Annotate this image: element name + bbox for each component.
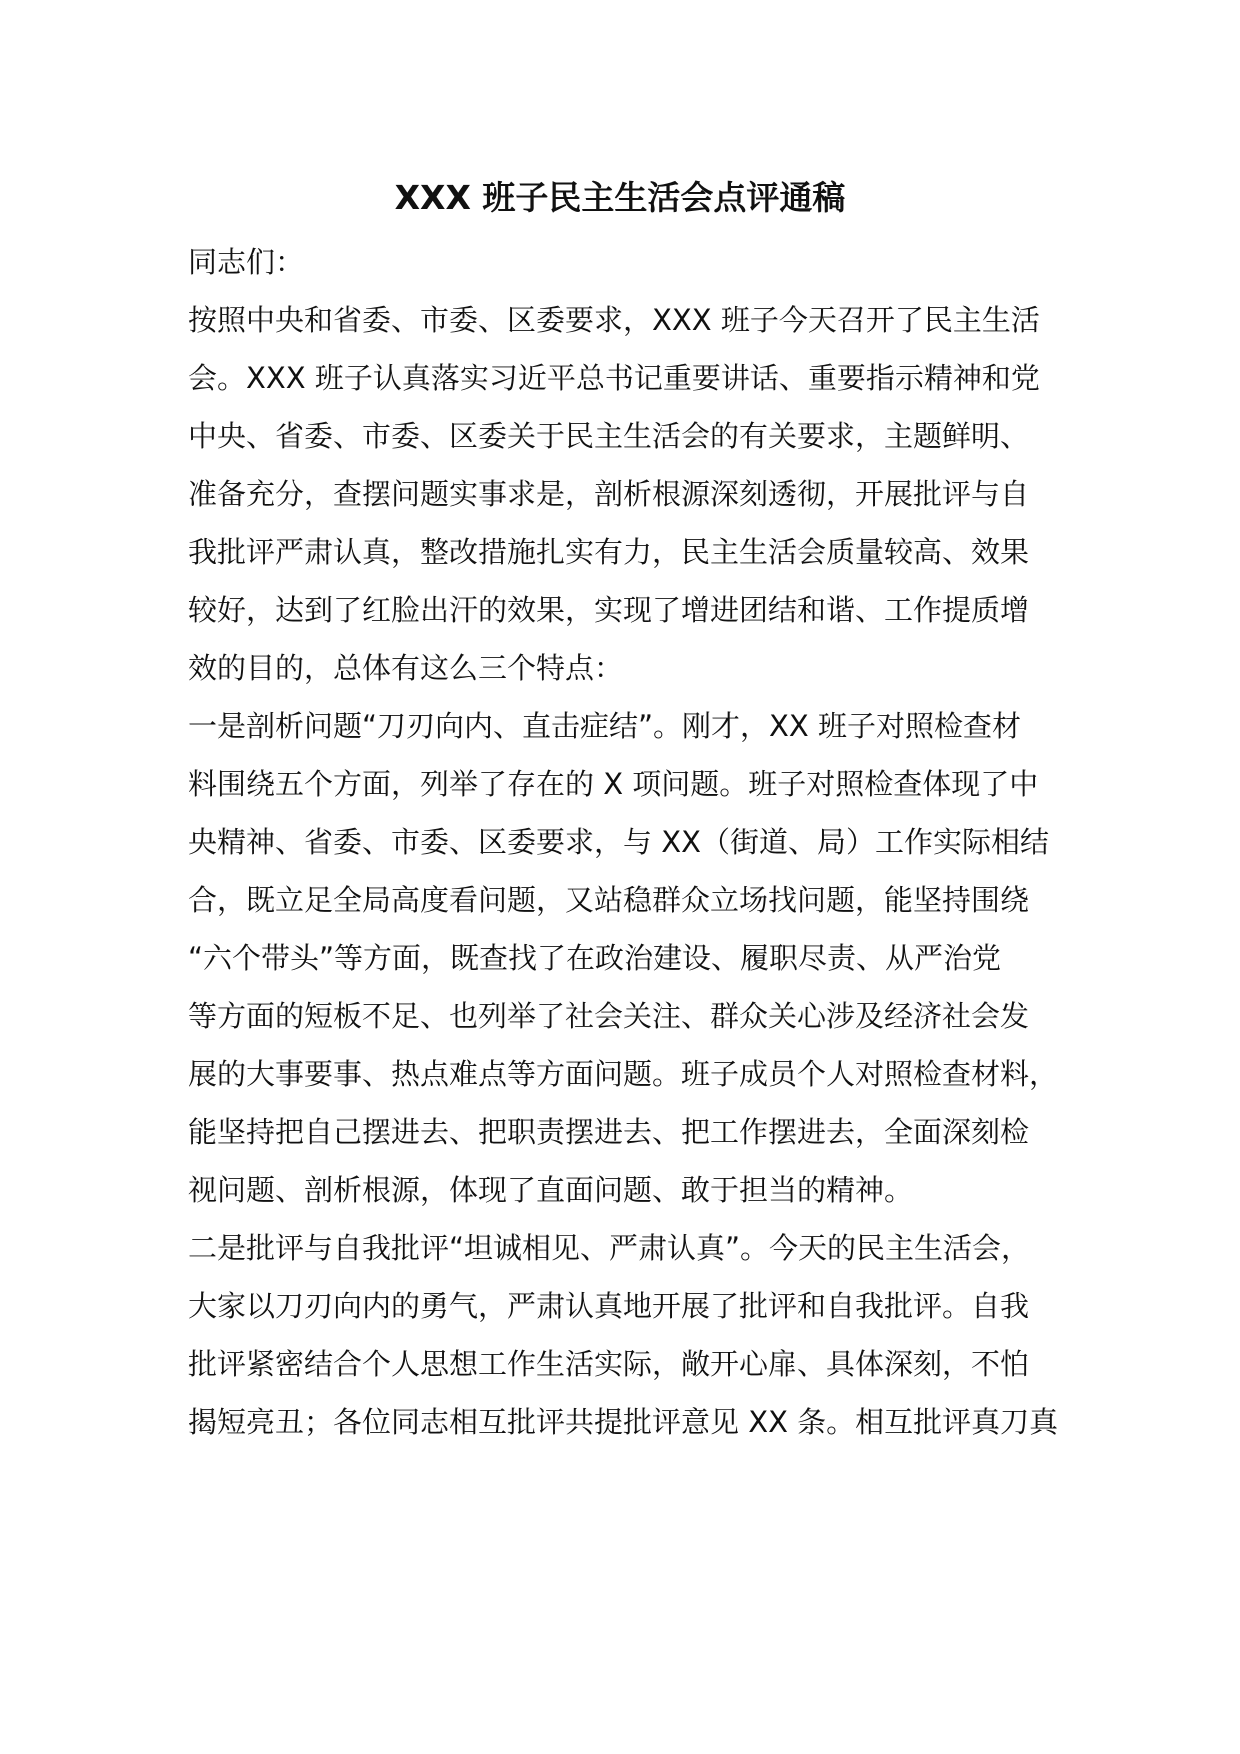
body-line: 较好，达到了红脸出汗的效果，实现了增进团结和谐、工作提质增 [188,593,1030,627]
body-line: 我批评严肃认真，整改措施扎实有力，民主生活会质量较高、效果 [188,535,1030,569]
section-one-line: 一是剖析问题“刀刃向内、直击症结”。刚才，XX 班子对照检查材 [188,709,1022,743]
salutation-line: 同志们： [188,245,305,279]
body-line: 中央、省委、市委、区委关于民主生活会的有关要求，主题鲜明、 [188,419,1030,453]
body-line: 揭短亮丑；各位同志相互批评共提批评意见 XX 条。相互批评真刀真 [188,1405,1059,1439]
section-two-line: 二是批评与自我批评“坦诚相见、严肃认真”。今天的民主生活会， [188,1231,1031,1265]
body-line: 料围绕五个方面，列举了存在的 X 项问题。班子对照检查体现了中 [188,767,1039,801]
document-title: XXX 班子民主生活会点评通稿 [394,178,846,217]
body-line: 效的目的，总体有这么三个特点： [188,651,624,685]
body-line: 展的大事要事、热点难点等方面问题。班子成员个人对照检查材料， [188,1057,1059,1091]
body-line: 合，既立足全局高度看问题，又站稳群众立场找问题，能坚持围绕 [188,883,1030,917]
body-line: “六个带头”等方面，既查找了在政治建设、履职尽责、从严治党 [188,941,1002,975]
body-line: 等方面的短板不足、也列举了社会关注、群众关心涉及经济社会发 [188,999,1030,1033]
body-line: 会。XXX 班子认真落实习近平总书记重要讲话、重要指示精神和党 [188,361,1040,395]
body-line: 视问题、剖析根源，体现了直面问题、敢于担当的精神。 [188,1173,914,1207]
body-line: 央精神、省委、市委、区委要求，与 XX（街道、局）工作实际相结 [188,825,1049,859]
body-line: 按照中央和省委、市委、区委要求，XXX 班子今天召开了民主生活 [188,303,1040,337]
body-line: 准备充分，查摆问题实事求是，剖析根源深刻透彻，开展批评与自 [188,477,1030,511]
body-line: 大家以刀刃向内的勇气，严肃认真地开展了批评和自我批评。自我 [188,1289,1030,1323]
body-line: 能坚持把自己摆进去、把职责摆进去、把工作摆进去，全面深刻检 [188,1115,1030,1149]
body-line: 批评紧密结合个人思想工作生活实际，敞开心扉、具体深刻，不怕 [188,1347,1030,1381]
